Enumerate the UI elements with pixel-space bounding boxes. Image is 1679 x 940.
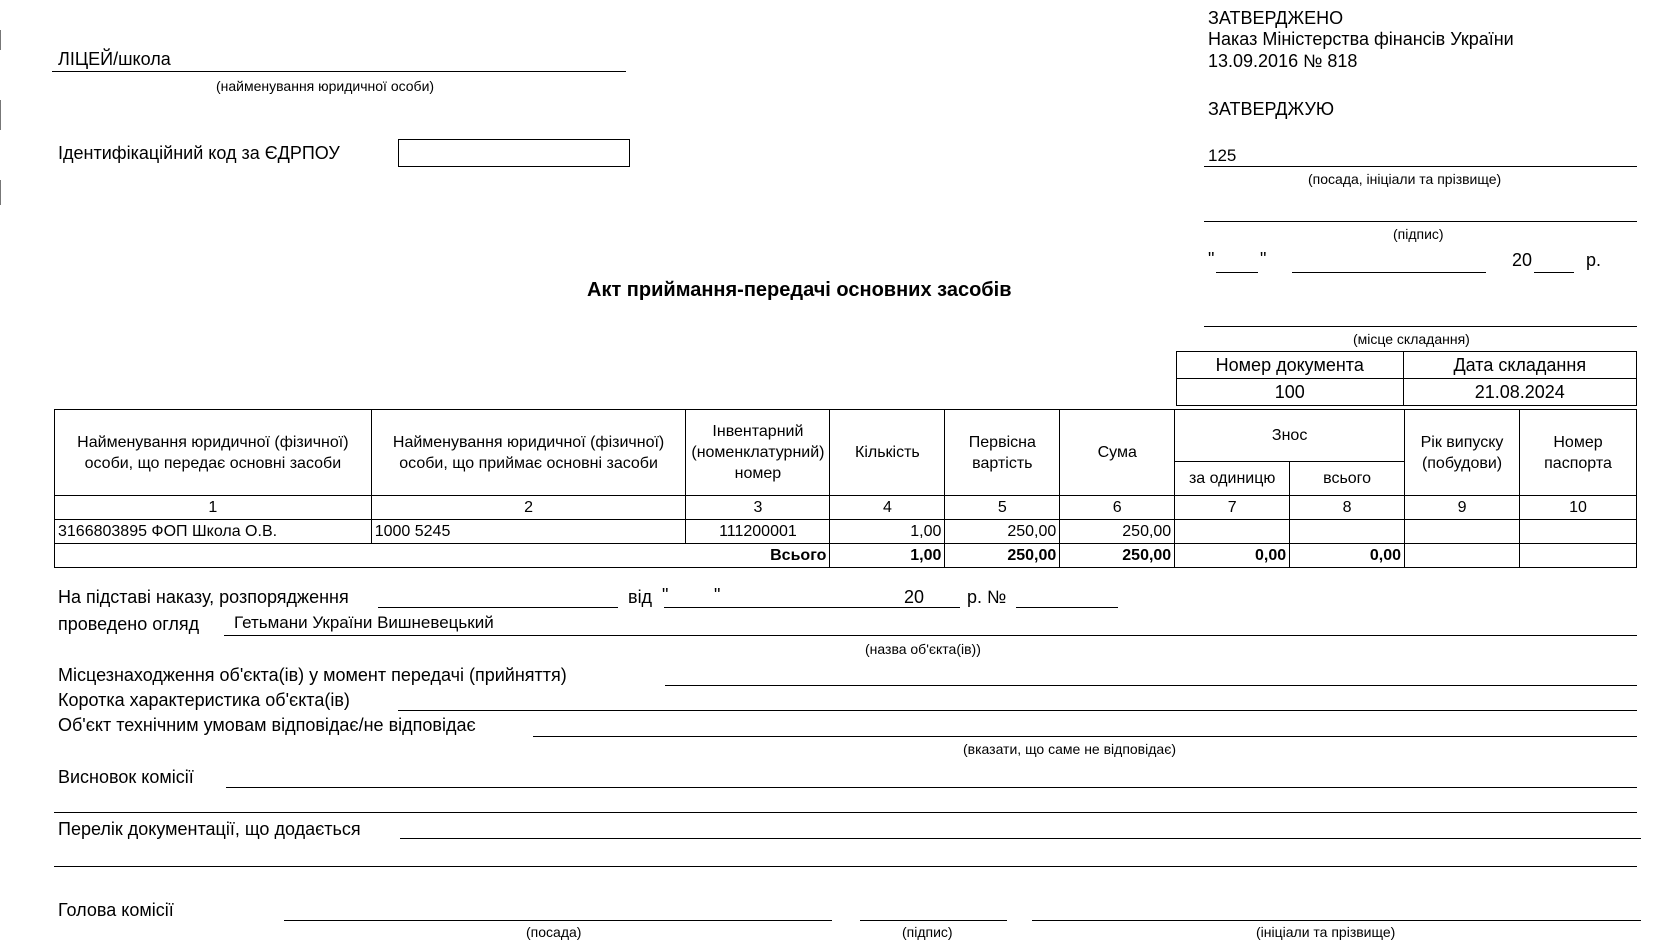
total-initial-cost: 250,00	[945, 544, 1060, 568]
short-desc-label: Коротка характеристика об'єкта(ів)	[58, 690, 350, 710]
place-line	[1204, 326, 1637, 327]
chair-position-line	[284, 920, 832, 921]
doc-number-value: 100	[1177, 379, 1404, 406]
basis-label: На підставі наказу, розпорядження	[58, 587, 349, 607]
col-number: 3	[686, 496, 830, 520]
doc-info-box	[1176, 351, 1637, 406]
edge-mark	[0, 100, 1, 130]
approve-date-quote-close: "	[1260, 249, 1267, 269]
col-number: 1	[55, 496, 372, 520]
approved-line3: 13.09.2016 № 818	[1208, 51, 1358, 71]
cell-receiver: 1000 5245	[371, 520, 686, 544]
basis-year-prefix: 20	[904, 587, 925, 607]
cell-quantity: 1,00	[830, 520, 945, 544]
header-inventory-number: Інвентарний (номенклатурний) номер	[686, 410, 830, 496]
inspection-label: проведено огляд	[58, 614, 200, 634]
total-passport	[1520, 544, 1637, 568]
short-desc-line	[398, 710, 1637, 711]
total-depreciation-unit: 0,00	[1175, 544, 1290, 568]
basis-line	[378, 607, 618, 608]
org-name-line	[52, 71, 626, 72]
tech-line	[533, 736, 1637, 737]
approve-year-prefix: 20	[1512, 250, 1533, 270]
document-title: Акт приймання-передачі основних засобів	[587, 279, 1012, 301]
cell-year	[1405, 520, 1520, 544]
approver-signature-line	[1204, 221, 1637, 222]
chair-initials-caption: (ініціали та прізвище)	[1256, 924, 1396, 940]
approver-position-line	[1204, 166, 1637, 167]
total-quantity: 1,00	[830, 544, 945, 568]
cell-sum: 250,00	[1060, 520, 1175, 544]
chair-label: Голова комісії	[58, 900, 174, 920]
col-number: 5	[945, 496, 1060, 520]
cell-passport	[1520, 520, 1637, 544]
approver-position: 125	[1208, 146, 1237, 165]
total-sum: 250,00	[1060, 544, 1175, 568]
cell-transferor: 3166803895 ФОП Школа О.В.	[55, 520, 372, 544]
edge-mark	[0, 30, 1, 50]
approved-line2: Наказ Міністерства фінансів України	[1208, 29, 1514, 49]
chair-position-caption: (посада)	[526, 924, 582, 940]
doc-number-header: Номер документа	[1177, 352, 1404, 379]
edge-mark	[0, 180, 1, 205]
basis-quote-open: "	[662, 585, 669, 605]
col-number: 2	[371, 496, 686, 520]
approver-signature-caption: (підпис)	[1393, 226, 1444, 242]
basis-number-line	[1016, 607, 1118, 608]
approve-date-quote-open: "	[1208, 249, 1215, 269]
inspection-value: Гетьмани України Вишневецький	[234, 613, 494, 632]
header-depreciation-total: всього	[1290, 462, 1405, 496]
approve-month-line	[1292, 272, 1486, 273]
edrpou-field[interactable]	[398, 139, 630, 167]
location-label: Місцезнаходження об'єкта(ів) у момент передачі (прийняття)	[58, 665, 567, 685]
assets-table	[54, 409, 1637, 568]
docs-label: Перелік документації, що додається	[58, 819, 361, 839]
approve-year-suffix: р.	[1586, 250, 1602, 270]
chair-signature-line	[860, 920, 1007, 921]
basis-year-suffix: р. №	[967, 587, 1007, 607]
header-depreciation-unit: за одиницю	[1175, 462, 1290, 496]
approve-label: ЗАТВЕРДЖУЮ	[1208, 99, 1335, 119]
total-row	[55, 544, 1637, 568]
header-passport: Номер паспорта	[1520, 410, 1637, 496]
tech-label: Об'єкт технічним умовам відповідає/не відповідає	[58, 715, 476, 735]
edrpou-value	[399, 144, 405, 161]
conclusion-line-2	[54, 812, 1637, 813]
object-caption: (назва об'єкта(ів))	[865, 641, 981, 657]
edrpou-label: Ідентифікаційний код за ЄДРПОУ	[58, 143, 340, 163]
header-transferor: Найменування юридичної (фізичної) особи, що передає основні засоби	[55, 410, 372, 496]
location-line	[665, 685, 1637, 686]
col-number: 4	[830, 496, 945, 520]
approve-year-line	[1534, 272, 1574, 273]
basis-from-label: від	[628, 587, 653, 607]
cell-inventory-number: 111200001	[686, 520, 830, 544]
inspection-line	[224, 635, 1637, 636]
header-quantity: Кількість	[830, 410, 945, 496]
doc-date-value: 21.08.2024	[1403, 379, 1636, 406]
chair-signature-caption: (підпис)	[902, 924, 953, 940]
header-year: Рік випуску (побудови)	[1405, 410, 1520, 496]
col-number: 9	[1405, 496, 1520, 520]
table-row	[55, 520, 1637, 544]
total-label: Всього	[55, 544, 830, 568]
approver-position-caption: (посада, ініціали та прізвище)	[1308, 171, 1502, 187]
col-number: 7	[1175, 496, 1290, 520]
cell-depreciation-total	[1290, 520, 1405, 544]
org-name: ЛІЦЕЙ/школа	[58, 49, 171, 69]
col-number: 10	[1520, 496, 1637, 520]
cell-initial-cost: 250,00	[945, 520, 1060, 544]
conclusion-label: Висновок комісії	[58, 767, 194, 787]
chair-initials-line	[1032, 920, 1641, 921]
basis-quote-close: "	[714, 585, 721, 605]
conclusion-line	[226, 787, 1637, 788]
cell-depreciation-unit	[1175, 520, 1290, 544]
col-number: 8	[1290, 496, 1405, 520]
approve-day-line	[1216, 272, 1258, 273]
header-depreciation: Знос	[1175, 410, 1405, 462]
doc-date-header: Дата складання	[1403, 352, 1636, 379]
col-number: 6	[1060, 496, 1175, 520]
header-sum: Сума	[1060, 410, 1175, 496]
place-caption: (місце складання)	[1353, 331, 1470, 347]
total-depreciation-total: 0,00	[1290, 544, 1405, 568]
approved-line1: ЗАТВЕРДЖЕНО	[1208, 8, 1344, 28]
header-initial-cost: Первісна вартість	[945, 410, 1060, 496]
docs-line-2	[54, 866, 1637, 867]
total-year	[1405, 544, 1520, 568]
org-name-caption: (найменування юридичної особи)	[216, 78, 435, 94]
header-receiver: Найменування юридичної (фізичної) особи, що приймає основні засоби	[371, 410, 686, 496]
docs-line	[400, 838, 1641, 839]
tech-caption: (вказати, що саме не відповідає)	[963, 741, 1176, 757]
